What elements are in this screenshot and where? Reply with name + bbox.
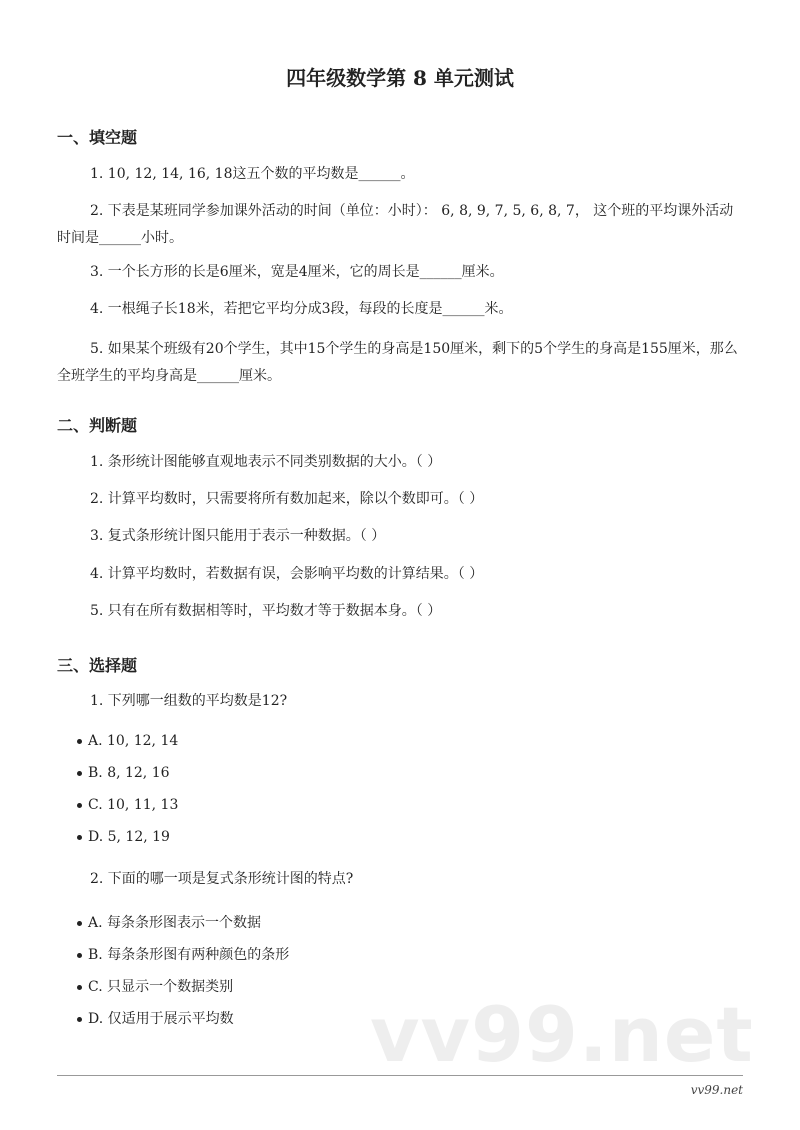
question-text: 5. 如果某个班级有20个学生，其中15个学生的身高是150厘米，剩下的5个学生的身高是155厘米，那么全班学生的平均身高是______厘米。: [57, 341, 738, 384]
option-text: B. 每条条形图有两种颜色的条形: [88, 947, 290, 963]
page-title: 四年级数学第 8 单元测试: [286, 66, 514, 90]
option-item: [77, 944, 289, 964]
question-text: 5. 只有在所有数据相等时，平均数才等于数据本身。（ ）: [90, 603, 442, 619]
option-text: B. 8, 12, 16: [88, 765, 170, 781]
question-text: 1. 10, 12, 14, 16, 18这五个数的平均数是______。: [90, 166, 415, 182]
bullet-icon: [77, 921, 82, 926]
option-item: [77, 797, 178, 813]
bullet-icon: [77, 1017, 82, 1022]
option-item: [77, 1008, 234, 1028]
bullet-icon: [77, 771, 82, 776]
question-text: 1. 条形统计图能够直观地表示不同类别数据的大小。（ ）: [90, 454, 442, 470]
question-text: 2. 下表是某班同学参加课外活动的时间（单位：小时）： 6, 8, 9, 7, 5, 6, 8, 7， 这个班的平均课外活动时间是______小时。: [57, 203, 734, 246]
question-text: 4. 一根绳子长18米，若把它平均分成3段，每段的长度是______米。: [90, 301, 513, 317]
bullet-icon: [77, 803, 82, 808]
option-text: D. 仅适用于展示平均数: [88, 1011, 234, 1027]
option-item: [77, 765, 170, 781]
option-text: C. 10, 11, 13: [88, 797, 179, 813]
option-item: [77, 829, 170, 845]
option-text: A. 每条条形图表示一个数据: [88, 915, 262, 931]
footer-divider: [57, 1075, 743, 1076]
bullet-icon: [77, 953, 82, 958]
footer-site: vv99.net: [690, 1083, 743, 1097]
question-text: 1. 下列哪一组数的平均数是12?: [90, 693, 288, 709]
option-item: [77, 733, 178, 749]
question-text: 4. 计算平均数时，若数据有误，会影响平均数的计算结果。（ ）: [90, 566, 484, 582]
section-heading-fill-blank: 一、填空题: [57, 128, 138, 147]
watermark: vv99.net: [370, 990, 754, 1079]
question-text: 3. 复式条形统计图只能用于表示一种数据。（ ）: [90, 528, 386, 544]
bullet-icon: [77, 985, 82, 990]
bullet-icon: [77, 835, 82, 840]
option-item: [77, 912, 261, 932]
question-text: 3. 一个长方形的长是6厘米，宽是4厘米，它的周长是______厘米。: [90, 264, 504, 280]
option-text: D. 5, 12, 19: [88, 829, 170, 845]
option-text: C. 只显示一个数据类别: [88, 979, 234, 995]
option-item: [77, 976, 233, 996]
option-text: A. 10, 12, 14: [88, 733, 179, 749]
section-heading-multiple-choice: 三、选择题: [57, 656, 138, 675]
section-heading-true-false: 二、判断题: [57, 416, 138, 435]
question-text: 2. 计算平均数时，只需要将所有数加起来，除以个数即可。（ ）: [90, 491, 484, 507]
question-text: 2. 下面的哪一项是复式条形统计图的特点?: [90, 871, 354, 887]
bullet-icon: [77, 739, 82, 744]
